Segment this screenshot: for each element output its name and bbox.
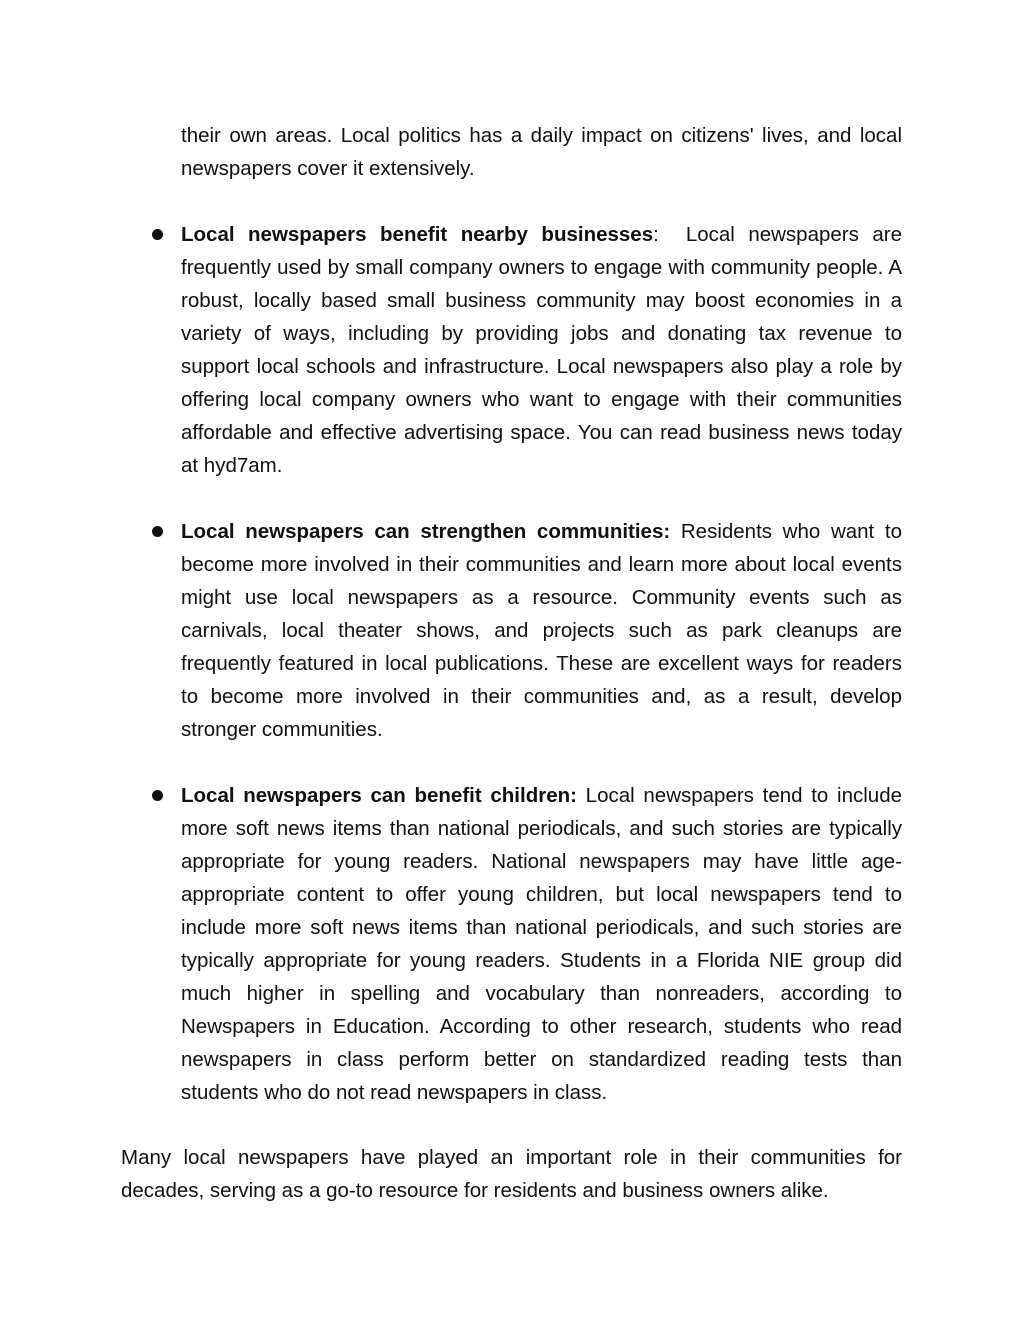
bullet-heading: Local newspapers can strengthen communities: [181, 520, 671, 543]
bullet-dot-icon [152, 790, 163, 801]
bullet-heading: Local newspapers can benefit children: [181, 784, 577, 807]
bullet-item-children [181, 779, 902, 1109]
bullet-separator: : [653, 223, 659, 246]
bullet-dot-icon [152, 526, 163, 537]
continuation-paragraph: their own areas. Local politics has a daily impact on citizens' lives, and local newspapers cover it extensively. [181, 124, 902, 180]
bullet-paragraph [181, 515, 902, 746]
bullet-item-communities [181, 515, 902, 746]
bullet-paragraph [181, 218, 902, 482]
bullet-dot-icon [152, 229, 163, 240]
bullet-heading: Local newspapers benefit nearby businesses [181, 223, 654, 246]
bullet-body: Local newspapers tend to include more soft news items than national periodicals, and such stories are typically appropriate for young readers. National newspapers may have little age-appropriate content to offer young children, but local newspapers tend to include more soft news items than national periodicals, and such stories are typically appropriate for young readers. Students in a Florida NIE group did much higher in spelling and vocabulary than nonreaders, according to Newspapers in Education. According to other research, students who read newspapers in class perform better on standardized reading tests than students who do not read newspapers in class. [181, 784, 903, 1104]
bullet-body: Residents who want to become more involved in their communities and learn more about local events might use local newspapers as a resource. Community events such as carnivals, local theater shows, and projects such as park cleanups are frequently featured in local publications. These are excellent ways for readers to become more involved in their communities and, as a result, develop stronger communities. [181, 520, 902, 741]
bullet-item-businesses [181, 218, 902, 482]
bullet-body: Local newspapers are frequently used by small company owners to engage with community people. A robust, locally based small business community may boost economies in a variety of ways, including by providing jobs and donating tax revenue to support local schools and infrastructure. Local newspapers also play a role by offering local company owners who want to engage with their communities affordable and effective advertising space. You can read business news today at hyd7am. [181, 223, 902, 477]
closing-paragraph: Many local newspapers have played an important role in their communities for decades, serving as a go-to resource for residents and business owners alike. [121, 1146, 902, 1202]
bullet-paragraph [181, 779, 902, 1109]
